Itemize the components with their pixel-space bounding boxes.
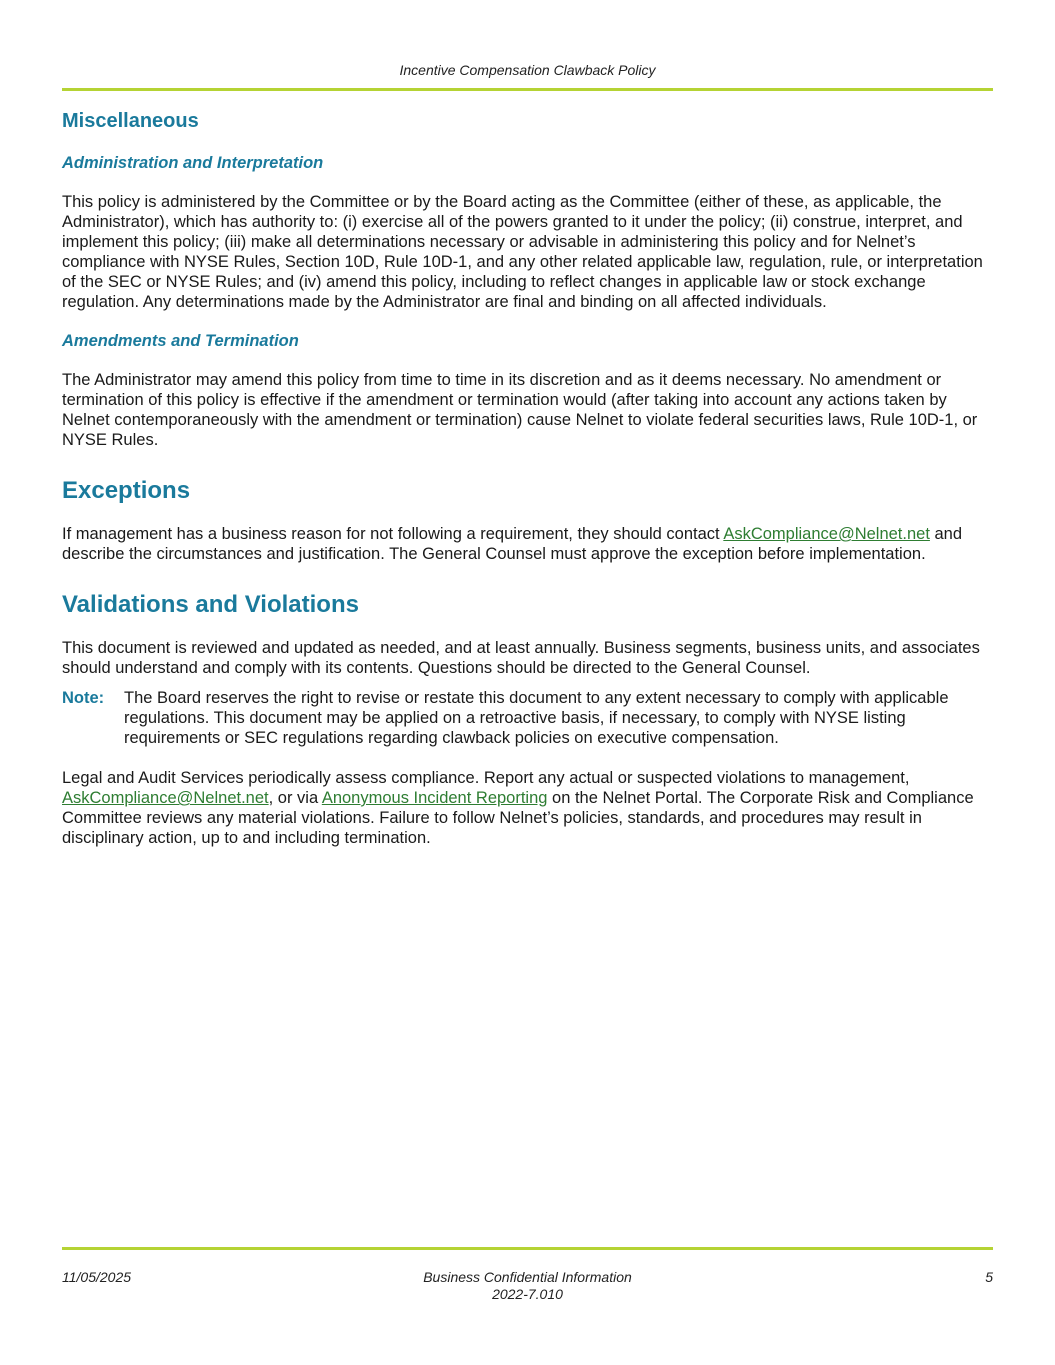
page-content [62, 108, 994, 848]
footer-classification: Business Confidential Information [423, 1269, 632, 1285]
exceptions-heading: Exceptions [62, 477, 191, 504]
miscellaneous-heading: Miscellaneous [62, 110, 199, 132]
exceptions-text-after: and describe the circumstances and justification. The General Counsel must approve the exception before implementation. [62, 525, 963, 563]
violations-paragraph [62, 768, 994, 848]
exceptions-text-before: If management has a business reason for not following a requirement, they should contact [62, 525, 724, 543]
footer-page-number: 5 [985, 1269, 993, 1285]
header-title: Incentive Compensation Clawback Policy [399, 62, 656, 78]
footer-doc-number: 2022-7.010 [492, 1286, 563, 1302]
amendments-heading: Amendments and Termination [62, 332, 299, 350]
footer-center [62, 1269, 993, 1303]
anonymous-incident-reporting-link[interactable]: Anonymous Incident Reporting [321, 789, 548, 807]
compliance-email-link[interactable]: AskCompliance@Nelnet.net [723, 525, 930, 543]
violations-text-before: Legal and Audit Services periodically assess compliance. Report any actual or suspected violations to management, [62, 769, 910, 787]
violations-text-mid: , or via [268, 789, 322, 807]
violations-text-after: on the Nelnet Portal. The Corporate Risk and Compliance Committee reviews any material violations. Failure to follow Nelnet’s policies, standards, and procedures may result in disciplinary action, up to and including termination. [62, 789, 974, 847]
note-block [62, 688, 994, 748]
validations-paragraph: This document is reviewed and updated as needed, and at least annually. Business segments, business units, and associates should understand and comply with its contents. Questions should be directed to the General Counsel. [62, 639, 980, 677]
administration-heading: Administration and Interpretation [62, 154, 324, 172]
footer-date: 11/05/2025 [62, 1269, 132, 1285]
amendments-paragraph: The Administrator may amend this policy from time to time in its discretion and as it deems necessary. No amendment or termination of this policy is effective if the amendment or termination would (after taking into account any actions taken by Nelnet contemporaneously with the amendment or termination) cause Nelnet to violate federal securities laws, Rule 10D-1, or NYSE Rules. [62, 371, 978, 449]
footer-divider [62, 1247, 993, 1250]
exceptions-paragraph [62, 524, 994, 564]
header-divider [62, 88, 993, 91]
administration-paragraph: This policy is administered by the Committee or by the Board acting as the Committee (either of these, as applicable, the Administrator), which has authority to: (i) exercise all of the powers granted to it under the policy; (ii) construe, interpret, and implement this policy; (iii) make all determinations necessary or advisable in administering this policy and for Nelnet’s compliance with NYSE Rules, Section 10D, Rule 10D-1, and any other related applicable law, regulation, rule, or interpretation of the SEC or NYSE Rules; and (iv) amend this policy, including to reflect changes in applicable law or stock exchange regulation. Any determinations made by the Administrator are final and binding on all affected individuals. [62, 193, 983, 311]
violations-email-link[interactable]: AskCompliance@Nelnet.net [62, 789, 269, 807]
note-label: Note: [62, 689, 105, 707]
validations-heading: Validations and Violations [62, 591, 359, 618]
note-text: The Board reserves the right to revise or restate this document to any extent necessary to comply with applicable regulations. This document may be applied on a retroactive basis, if necessary, to comply with NYSE listing requirements or SEC regulations regarding clawback policies on executive compensation. [124, 689, 949, 747]
